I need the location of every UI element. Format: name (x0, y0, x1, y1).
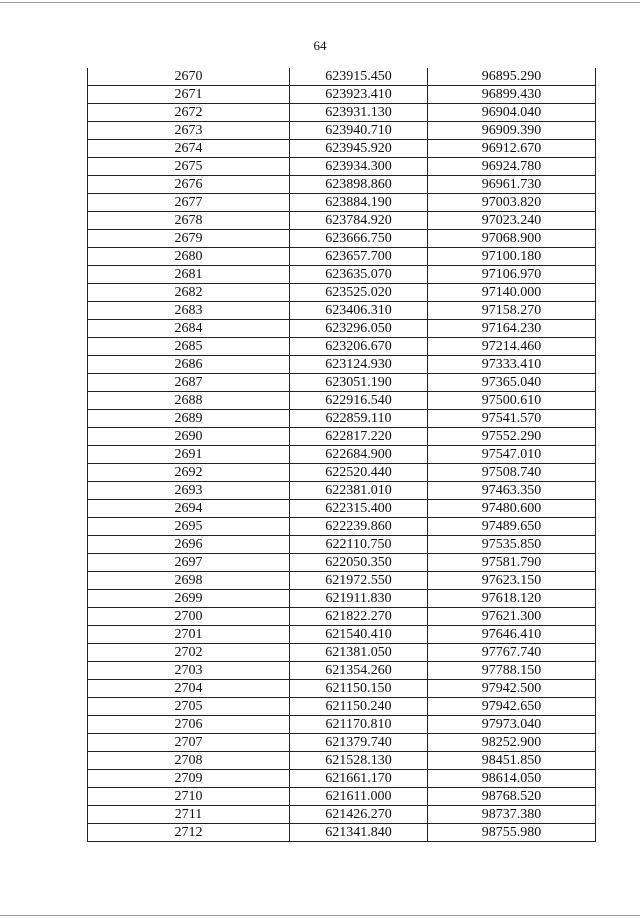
y-coordinate-cell: 96961.730 (428, 176, 596, 194)
y-coordinate-cell: 97541.570 (428, 410, 596, 428)
table-row (88, 734, 596, 752)
point-number-cell: 2710 (88, 788, 290, 806)
y-coordinate-cell: 97973.040 (428, 716, 596, 734)
table-row (88, 140, 596, 158)
table-row (88, 122, 596, 140)
y-coordinate-cell: 98451.850 (428, 752, 596, 770)
table-body (88, 68, 596, 842)
x-coordinate-cell: 621150.240 (290, 698, 428, 716)
point-number-cell: 2700 (88, 608, 290, 626)
x-coordinate-cell: 621341.840 (290, 824, 428, 842)
y-coordinate-cell: 96904.040 (428, 104, 596, 122)
point-number-cell: 2690 (88, 428, 290, 446)
point-number-cell: 2677 (88, 194, 290, 212)
point-number-cell: 2699 (88, 590, 290, 608)
table-row (88, 572, 596, 590)
x-coordinate-cell: 621170.810 (290, 716, 428, 734)
point-number-cell: 2703 (88, 662, 290, 680)
table-row (88, 752, 596, 770)
x-coordinate-cell: 622381.010 (290, 482, 428, 500)
point-number-cell: 2706 (88, 716, 290, 734)
table-row (88, 176, 596, 194)
point-number-cell: 2671 (88, 86, 290, 104)
y-coordinate-cell: 97621.300 (428, 608, 596, 626)
x-coordinate-cell: 621528.130 (290, 752, 428, 770)
x-coordinate-cell: 623206.670 (290, 338, 428, 356)
y-coordinate-cell: 97480.600 (428, 500, 596, 518)
point-number-cell: 2711 (88, 806, 290, 824)
table-row (88, 554, 596, 572)
table-row (88, 518, 596, 536)
table-row (88, 338, 596, 356)
table-row (88, 104, 596, 122)
coordinates-table (87, 68, 596, 842)
y-coordinate-cell: 97646.410 (428, 626, 596, 644)
x-coordinate-cell: 623635.070 (290, 266, 428, 284)
x-coordinate-cell: 623945.920 (290, 140, 428, 158)
page-number: 64 (313, 38, 327, 53)
y-coordinate-cell: 97623.150 (428, 572, 596, 590)
y-coordinate-cell: 98614.050 (428, 770, 596, 788)
table-row (88, 500, 596, 518)
table-row (88, 410, 596, 428)
y-coordinate-cell: 97003.820 (428, 194, 596, 212)
y-coordinate-cell: 97023.240 (428, 212, 596, 230)
table-row (88, 194, 596, 212)
table-row (88, 266, 596, 284)
table-row (88, 644, 596, 662)
table-row (88, 320, 596, 338)
point-number-cell: 2686 (88, 356, 290, 374)
point-number-cell: 2701 (88, 626, 290, 644)
x-coordinate-cell: 621150.150 (290, 680, 428, 698)
y-coordinate-cell: 96912.670 (428, 140, 596, 158)
y-coordinate-cell: 97140.000 (428, 284, 596, 302)
point-number-cell: 2698 (88, 572, 290, 590)
table-row (88, 212, 596, 230)
point-number-cell: 2707 (88, 734, 290, 752)
y-coordinate-cell: 97489.650 (428, 518, 596, 536)
y-coordinate-cell: 97100.180 (428, 248, 596, 266)
table-row (88, 86, 596, 104)
y-coordinate-cell: 98252.900 (428, 734, 596, 752)
point-number-cell: 2695 (88, 518, 290, 536)
table-row (88, 608, 596, 626)
x-coordinate-cell: 622315.400 (290, 500, 428, 518)
table-row (88, 716, 596, 734)
table-row (88, 248, 596, 266)
x-coordinate-cell: 621611.000 (290, 788, 428, 806)
y-coordinate-cell: 97068.900 (428, 230, 596, 248)
point-number-cell: 2692 (88, 464, 290, 482)
table-row (88, 374, 596, 392)
point-number-cell: 2691 (88, 446, 290, 464)
table-row (88, 806, 596, 824)
y-coordinate-cell: 97788.150 (428, 662, 596, 680)
table-row (88, 428, 596, 446)
point-number-cell: 2675 (88, 158, 290, 176)
x-coordinate-cell: 622684.900 (290, 446, 428, 464)
point-number-cell: 2670 (88, 68, 290, 86)
y-coordinate-cell: 97106.970 (428, 266, 596, 284)
x-coordinate-cell: 622239.860 (290, 518, 428, 536)
point-number-cell: 2712 (88, 824, 290, 842)
x-coordinate-cell: 622859.110 (290, 410, 428, 428)
y-coordinate-cell: 98737.380 (428, 806, 596, 824)
point-number-cell: 2672 (88, 104, 290, 122)
y-coordinate-cell: 97158.270 (428, 302, 596, 320)
point-number-cell: 2689 (88, 410, 290, 428)
table-row (88, 68, 596, 86)
y-coordinate-cell: 97164.230 (428, 320, 596, 338)
table-row (88, 392, 596, 410)
x-coordinate-cell: 623934.300 (290, 158, 428, 176)
y-coordinate-cell: 97942.650 (428, 698, 596, 716)
x-coordinate-cell: 621661.170 (290, 770, 428, 788)
x-coordinate-cell: 623940.710 (290, 122, 428, 140)
point-number-cell: 2684 (88, 320, 290, 338)
y-coordinate-cell: 97500.610 (428, 392, 596, 410)
x-coordinate-cell: 623124.930 (290, 356, 428, 374)
point-number-cell: 2704 (88, 680, 290, 698)
point-number-cell: 2683 (88, 302, 290, 320)
table-row (88, 230, 596, 248)
point-number-cell: 2679 (88, 230, 290, 248)
x-coordinate-cell: 623657.700 (290, 248, 428, 266)
table-row (88, 824, 596, 842)
x-coordinate-cell: 621911.830 (290, 590, 428, 608)
table-row (88, 662, 596, 680)
x-coordinate-cell: 623406.310 (290, 302, 428, 320)
x-coordinate-cell: 621972.550 (290, 572, 428, 590)
x-coordinate-cell: 623051.190 (290, 374, 428, 392)
table-row (88, 770, 596, 788)
table-row (88, 626, 596, 644)
table-row (88, 680, 596, 698)
x-coordinate-cell: 621354.260 (290, 662, 428, 680)
table-row (88, 788, 596, 806)
point-number-cell: 2682 (88, 284, 290, 302)
x-coordinate-cell: 623884.190 (290, 194, 428, 212)
x-coordinate-cell: 621426.270 (290, 806, 428, 824)
point-number-cell: 2696 (88, 536, 290, 554)
point-number-cell: 2697 (88, 554, 290, 572)
y-coordinate-cell: 97767.740 (428, 644, 596, 662)
point-number-cell: 2694 (88, 500, 290, 518)
table-row (88, 356, 596, 374)
table-row (88, 536, 596, 554)
y-coordinate-cell: 96924.780 (428, 158, 596, 176)
x-coordinate-cell: 623923.410 (290, 86, 428, 104)
y-coordinate-cell: 98768.520 (428, 788, 596, 806)
x-coordinate-cell: 621381.050 (290, 644, 428, 662)
point-number-cell: 2676 (88, 176, 290, 194)
x-coordinate-cell: 621379.740 (290, 734, 428, 752)
x-coordinate-cell: 623525.020 (290, 284, 428, 302)
point-number-cell: 2680 (88, 248, 290, 266)
y-coordinate-cell: 97581.790 (428, 554, 596, 572)
x-coordinate-cell: 622916.540 (290, 392, 428, 410)
x-coordinate-cell: 621822.270 (290, 608, 428, 626)
y-coordinate-cell: 97942.500 (428, 680, 596, 698)
x-coordinate-cell: 622050.350 (290, 554, 428, 572)
point-number-cell: 2685 (88, 338, 290, 356)
table-row (88, 446, 596, 464)
bottom-scan-edge (0, 915, 640, 916)
y-coordinate-cell: 98755.980 (428, 824, 596, 842)
y-coordinate-cell: 97618.120 (428, 590, 596, 608)
point-number-cell: 2688 (88, 392, 290, 410)
point-number-cell: 2687 (88, 374, 290, 392)
table-row (88, 158, 596, 176)
point-number-cell: 2708 (88, 752, 290, 770)
point-number-cell: 2693 (88, 482, 290, 500)
x-coordinate-cell: 623931.130 (290, 104, 428, 122)
x-coordinate-cell: 621540.410 (290, 626, 428, 644)
y-coordinate-cell: 97214.460 (428, 338, 596, 356)
table-row (88, 284, 596, 302)
point-number-cell: 2681 (88, 266, 290, 284)
point-number-cell: 2673 (88, 122, 290, 140)
x-coordinate-cell: 623898.860 (290, 176, 428, 194)
point-number-cell: 2709 (88, 770, 290, 788)
point-number-cell: 2674 (88, 140, 290, 158)
y-coordinate-cell: 97463.350 (428, 482, 596, 500)
point-number-cell: 2678 (88, 212, 290, 230)
x-coordinate-cell: 622520.440 (290, 464, 428, 482)
y-coordinate-cell: 97547.010 (428, 446, 596, 464)
y-coordinate-cell: 96895.290 (428, 68, 596, 86)
table-row (88, 464, 596, 482)
x-coordinate-cell: 622110.750 (290, 536, 428, 554)
table-row (88, 590, 596, 608)
y-coordinate-cell: 97365.040 (428, 374, 596, 392)
table-row (88, 698, 596, 716)
y-coordinate-cell: 97333.410 (428, 356, 596, 374)
table-row (88, 482, 596, 500)
table-row (88, 302, 596, 320)
y-coordinate-cell: 96909.390 (428, 122, 596, 140)
x-coordinate-cell: 622817.220 (290, 428, 428, 446)
x-coordinate-cell: 623296.050 (290, 320, 428, 338)
y-coordinate-cell: 96899.430 (428, 86, 596, 104)
x-coordinate-cell: 623915.450 (290, 68, 428, 86)
x-coordinate-cell: 623666.750 (290, 230, 428, 248)
y-coordinate-cell: 97535.850 (428, 536, 596, 554)
y-coordinate-cell: 97552.290 (428, 428, 596, 446)
point-number-cell: 2702 (88, 644, 290, 662)
point-number-cell: 2705 (88, 698, 290, 716)
y-coordinate-cell: 97508.740 (428, 464, 596, 482)
top-scan-edge (0, 2, 640, 3)
x-coordinate-cell: 623784.920 (290, 212, 428, 230)
